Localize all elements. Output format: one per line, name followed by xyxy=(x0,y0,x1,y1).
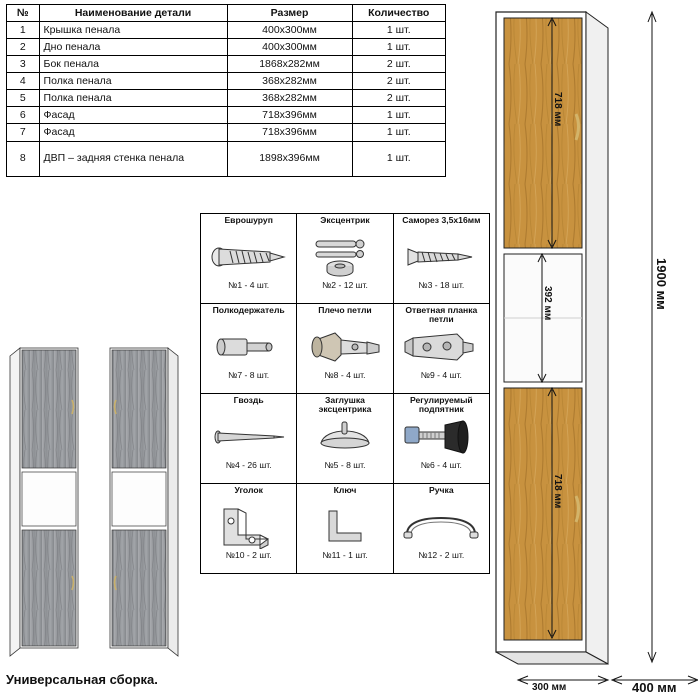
hardware-article: №2 - 12 шт. xyxy=(322,280,368,290)
dim-total-height: 1900 мм xyxy=(654,258,669,310)
cell-size: 400х300мм xyxy=(227,22,352,39)
hardware-title: Эксцентрик xyxy=(320,215,370,225)
cam-lock-icon xyxy=(298,235,391,279)
cell-num: 3 xyxy=(7,56,40,73)
cell-qty: 1 шт. xyxy=(352,22,446,39)
header-size: Размер xyxy=(227,5,352,22)
cell-num: 4 xyxy=(7,73,40,90)
cell-size: 1868х282мм xyxy=(227,56,352,73)
cell-size: 718х396мм xyxy=(227,107,352,124)
hardware-article: №11 - 1 шт. xyxy=(322,550,368,560)
hardware-title: Ручка xyxy=(429,485,454,495)
hardware-title: Ключ xyxy=(333,485,357,495)
hardware-article: №12 - 2 шт. xyxy=(418,550,465,560)
cell-size: 718х396мм xyxy=(227,124,352,141)
cell-qty: 1 шт. xyxy=(352,107,446,124)
hardware-article: №10 - 2 шт. xyxy=(225,550,272,560)
hardware-row xyxy=(201,214,490,304)
cell-qty: 2 шт. xyxy=(352,90,446,107)
nail-icon xyxy=(202,415,295,459)
hardware-article: №8 - 4 шт. xyxy=(324,370,366,380)
hardware-article: №1 - 4 шт. xyxy=(228,280,270,290)
cell-name: Фасад xyxy=(39,107,227,124)
hardware-article: №7 - 8 шт. xyxy=(228,370,270,380)
cell-size: 1898х396мм xyxy=(227,141,352,176)
handle-icon xyxy=(395,505,488,549)
cell-name: ДВП – задняя стенка пенала xyxy=(39,141,227,176)
hardware-title: Уголок xyxy=(234,485,263,495)
hardware-title: Ответная планка петли xyxy=(405,305,478,325)
dim-door-top: 718 мм xyxy=(552,92,563,127)
cell-name: Крышка пенала xyxy=(39,22,227,39)
hardware-title: Заглушка эксцентрика xyxy=(318,395,372,415)
hardware-row xyxy=(201,304,490,394)
hinge-arm-icon xyxy=(298,325,391,369)
hardware-cell-corner-bracket xyxy=(201,484,297,574)
table-row xyxy=(7,141,446,176)
hardware-cell-hinge-arm xyxy=(297,304,393,394)
cell-qty: 2 шт. xyxy=(352,73,446,90)
hardware-cell-allen-key xyxy=(297,484,393,574)
hardware-article: №6 - 4 шт. xyxy=(420,460,462,470)
table-row xyxy=(7,39,446,56)
header-qty: Количество xyxy=(352,5,446,22)
hinge-plate-icon xyxy=(395,325,488,369)
cell-num: 1 xyxy=(7,22,40,39)
hardware-article: №5 - 8 шт. xyxy=(324,460,366,470)
cell-qty: 1 шт. xyxy=(352,124,446,141)
cell-num: 5 xyxy=(7,90,40,107)
hardware-cell-self-tapping-screw xyxy=(393,214,489,304)
cell-name: Бок пенала xyxy=(39,56,227,73)
hardware-article: №4 - 26 шт. xyxy=(225,460,272,470)
parts-table xyxy=(6,4,446,177)
hardware-cell-euro-screw xyxy=(201,214,297,304)
hardware-title: Еврошуруп xyxy=(224,215,273,225)
cabinet-right xyxy=(110,348,178,656)
cell-name: Фасад xyxy=(39,124,227,141)
header-num: № xyxy=(7,5,40,22)
cell-num: 7 xyxy=(7,124,40,141)
hardware-cell-cam-lock xyxy=(297,214,393,304)
hardware-row xyxy=(201,484,490,574)
hardware-article: №3 - 18 шт. xyxy=(418,280,465,290)
table-row xyxy=(7,56,446,73)
cell-num: 6 xyxy=(7,107,40,124)
table-row xyxy=(7,73,446,90)
cell-qty: 1 шт. xyxy=(352,39,446,56)
cell-size: 368х282мм xyxy=(227,73,352,90)
corner-bracket-icon xyxy=(202,505,295,549)
allen-key-icon xyxy=(298,505,391,549)
dim-middle-open: 392 мм xyxy=(542,286,553,321)
euro-screw-icon xyxy=(202,235,295,279)
table-row xyxy=(7,22,446,39)
hardware-cell-nail xyxy=(201,394,297,484)
cell-qty: 2 шт. xyxy=(352,56,446,73)
header-name: Наименование детали xyxy=(39,5,227,22)
hardware-cell-hinge-plate xyxy=(393,304,489,394)
cabinet-left xyxy=(10,348,78,656)
table-row xyxy=(7,107,446,124)
hardware-cell-handle xyxy=(393,484,489,574)
table-row xyxy=(7,124,446,141)
cell-num: 2 xyxy=(7,39,40,56)
dim-width: 400 мм xyxy=(632,680,677,695)
wardrobe-main-drawing xyxy=(490,4,698,699)
table-row xyxy=(7,90,446,107)
shelf-support-icon xyxy=(202,325,295,369)
hardware-article: №9 - 4 шт. xyxy=(420,370,462,380)
hardware-cell-adjustable-foot xyxy=(393,394,489,484)
hardware-legend-table xyxy=(200,213,490,574)
hardware-title: Регулируемый подпятник xyxy=(409,395,473,415)
hardware-row xyxy=(201,394,490,484)
cell-qty: 1 шт. xyxy=(352,141,446,176)
cell-size: 368х282мм xyxy=(227,90,352,107)
hardware-title: Плечо петли xyxy=(318,305,372,315)
hardware-title: Полкодержатель xyxy=(212,305,285,315)
self-tapping-screw-icon xyxy=(395,235,488,279)
cam-cap-icon xyxy=(298,415,391,459)
universal-assembly-drawing xyxy=(6,330,196,665)
assembly-caption: Универсальная сборка. xyxy=(6,672,158,687)
cell-name: Полка пенала xyxy=(39,73,227,90)
table-header-row xyxy=(7,5,446,22)
cell-name: Полка пенала xyxy=(39,90,227,107)
dim-door-bottom: 718 мм xyxy=(552,474,563,509)
hardware-cell-cam-cap xyxy=(297,394,393,484)
hardware-title: Гвоздь xyxy=(233,395,264,405)
cell-size: 400х300мм xyxy=(227,39,352,56)
dim-depth: 300 мм xyxy=(532,682,567,693)
cell-name: Дно пенала xyxy=(39,39,227,56)
hardware-cell-shelf-support xyxy=(201,304,297,394)
cell-num: 8 xyxy=(7,141,40,176)
adjustable-foot-icon xyxy=(395,415,488,459)
hardware-title: Саморез 3,5х16мм xyxy=(402,215,481,225)
